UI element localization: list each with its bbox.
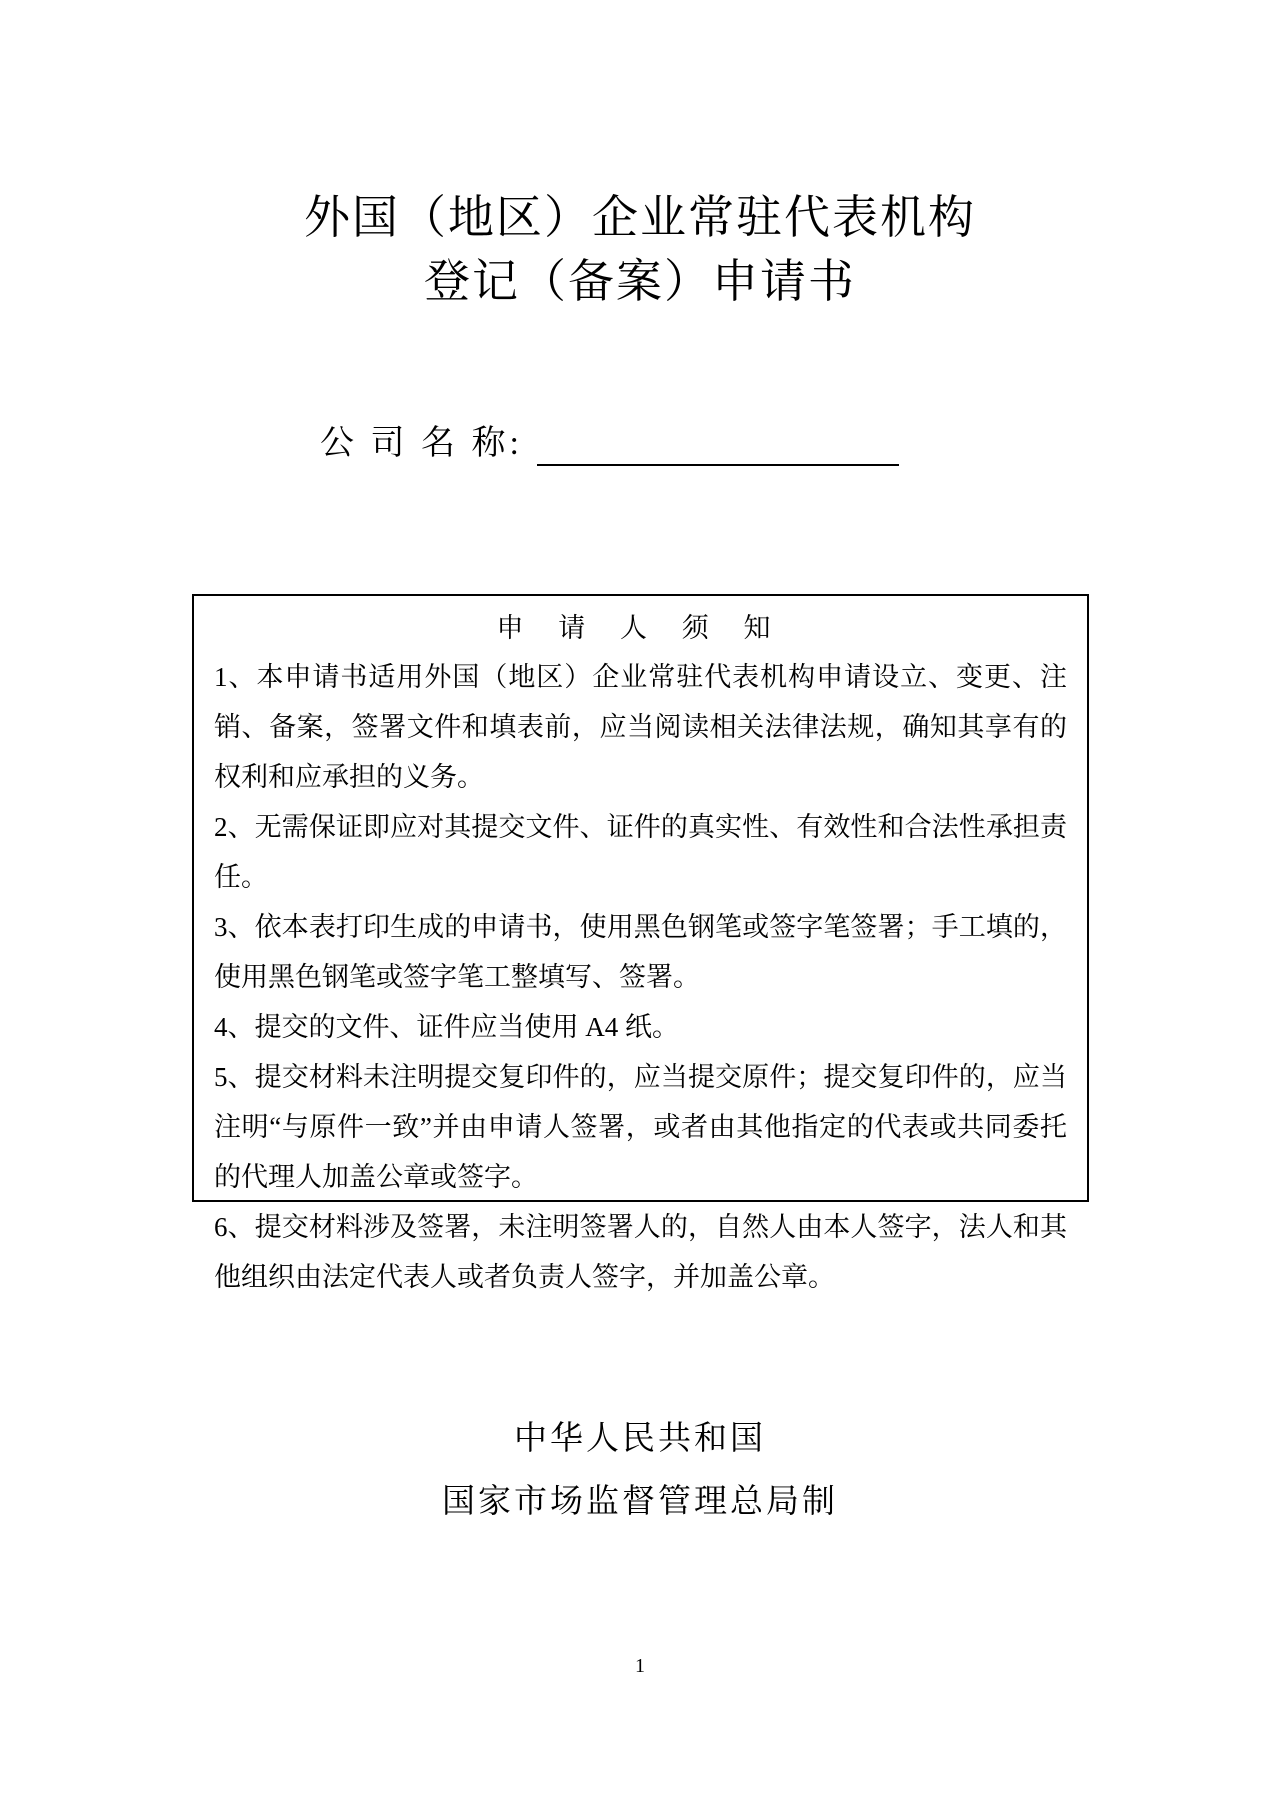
notice-heading: 申 请 人 须 知: [496, 613, 785, 643]
issuing-authority-line1: 中华人民共和国: [514, 1421, 766, 1457]
issuing-authority: [0, 1408, 1280, 1534]
page-number: 1: [635, 1655, 645, 1677]
issuing-authority-line2: 国家市场监督管理总局制: [442, 1484, 838, 1520]
document-title-line1: 外国（地区）企业常驻代表机构: [304, 192, 976, 243]
company-name-blank-line: [537, 424, 899, 466]
notice-item: 6、提交材料涉及签署，未注明签署人的，自然人由本人签字，法人和其他组织由法定代表人或者负责人签字，并加盖公章。: [214, 1212, 1067, 1292]
notice-item: 4、提交的文件、证件应当使用 A4 纸。: [214, 1012, 679, 1042]
notice-item: 5、提交材料未注明提交复印件的，应当提交原件；提交复印件的，应当注明“与原件一致”并由申请人签署，或者由其他指定的代表或共同委托的代理人加盖公章或签字。: [214, 1062, 1067, 1192]
document-title-line2: 登记（备案）申请书: [424, 256, 856, 307]
notice-item: 1、本申请书适用外国（地区）企业常驻代表机构申请设立、变更、注销、备案，签署文件和填表前，应当阅读相关法律法规，确知其享有的权利和应承担的义务。: [214, 662, 1067, 792]
company-name-row: [320, 420, 899, 466]
document-title: [0, 186, 1280, 314]
applicant-notice-box: [192, 594, 1089, 1292]
company-name-label: 公 司 名 称:: [320, 425, 523, 462]
notice-item: 2、无需保证即应对其提交文件、证件的真实性、有效性和合法性承担责任。: [214, 812, 1067, 892]
notice-item: 3、依本表打印生成的申请书，使用黑色钢笔或签字笔签署；手工填的，使用黑色钢笔或签字笔工整填写、签署。: [214, 912, 1067, 992]
